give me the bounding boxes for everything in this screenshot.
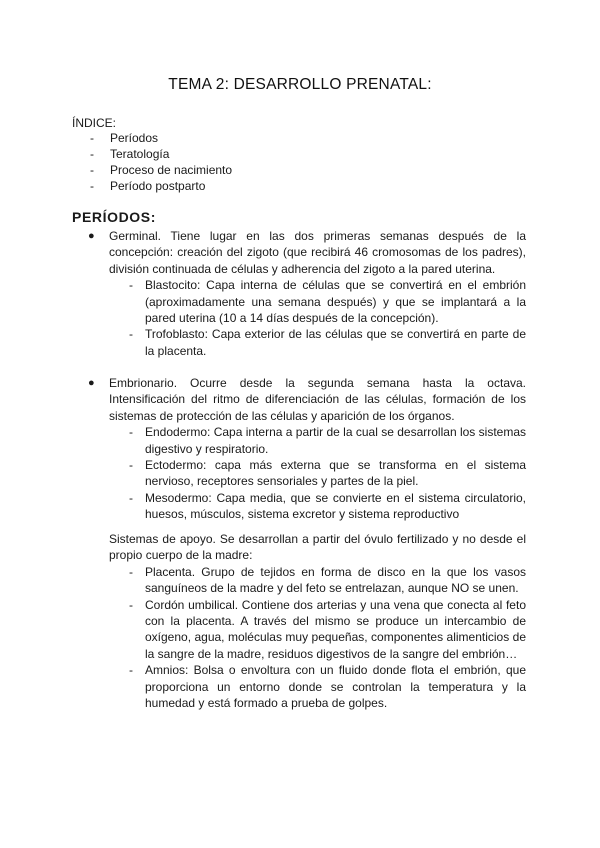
sub-item-ectodermo bbox=[109, 457, 526, 490]
sub-item-text: Trofoblasto: Capa exterior de las células que se convertirá en parte de la placenta. bbox=[145, 327, 526, 358]
sub-item-placenta bbox=[109, 564, 526, 597]
support-text: Sistemas de apoyo. Se desarrollan a partir del óvulo fertilizado y no desde el propio cuerpo de la madre: bbox=[109, 532, 526, 563]
sub-item-text: Placenta. Grupo de tejidos en forma de disco en la que los vasos sanguíneos de la madre y del feto se entrelazan, aunque NO se unen. bbox=[145, 564, 526, 596]
dash-marker: - bbox=[129, 597, 133, 612]
sub-item-text: Amnios: Bolsa o envoltura con un fluido donde flota el embrión, que proporciona un entorno donde se controlan la temperatura y la humedad y está formado a prueba de golpes. bbox=[145, 663, 526, 711]
germinal-text: Germinal. Tiene lugar en las dos primeras semanas después de la concepción: creación del zigoto (que recibirá 46 cromosomas de los padres), división continuada de células y adherencia del zigoto a la pared uterina. bbox=[109, 229, 526, 276]
index-item: - Período postparto bbox=[72, 178, 232, 194]
sub-item-cordon bbox=[109, 597, 526, 663]
index-item: - Teratología bbox=[72, 146, 232, 162]
dash-marker: - bbox=[129, 327, 133, 342]
index-label: ÍNDICE: bbox=[72, 116, 117, 130]
index-item: - Períodos bbox=[72, 130, 232, 146]
dash-marker: - bbox=[129, 663, 133, 678]
embrionario-text: Embrionario. Ocurre desde la segunda semana hasta la octava. Intensificación del ritmo de diferenciación de las células, formación de los sistemas de protección de las células y aparición de los órganos. bbox=[109, 376, 526, 423]
sub-item-text: Blastocito: Capa interna de células que se convertirá en el embrión (aproximadamente una semana después) y que se implantará a la pared uterina (10 a 14 días después de la concepción). bbox=[145, 278, 526, 326]
dash-marker: - bbox=[129, 425, 133, 440]
index-item: - Proceso de nacimiento bbox=[72, 162, 232, 178]
sub-item-text: Mesodermo: Capa media, que se convierte en el sistema circulatorio, huesos, músculos, sistema excretor y sistema reproductivo bbox=[145, 490, 526, 522]
page-title: TEMA 2: DESARROLLO PRENATAL: bbox=[168, 76, 432, 93]
bullet-germinal bbox=[72, 228, 526, 359]
dash-marker: - bbox=[129, 458, 133, 473]
dash-marker: - bbox=[129, 278, 133, 293]
sub-item-amnios bbox=[109, 662, 526, 711]
sub-item-blastocito bbox=[109, 277, 526, 326]
sub-item-trofoblasto bbox=[109, 326, 526, 359]
sub-item-endodermo bbox=[109, 424, 526, 457]
sub-item-mesodermo bbox=[109, 490, 526, 523]
sub-item-text: Ectodermo: capa más externa que se transforma en el sistema nervioso, receptores sensoriales y partes de la piel. bbox=[145, 458, 526, 489]
dash-marker: - bbox=[129, 490, 133, 505]
support-systems bbox=[109, 531, 526, 711]
bullet-dot: ● bbox=[88, 377, 95, 389]
periods-heading: PERÍODOS: bbox=[72, 209, 156, 225]
index-list bbox=[72, 130, 232, 194]
bullet-dot: ● bbox=[88, 230, 95, 242]
sub-item-text: Endodermo: Capa interna a partir de la cual se desarrollan los sistemas digestivo y respiratorio. bbox=[145, 425, 526, 456]
dash-marker: - bbox=[129, 564, 133, 579]
bullet-embrionario bbox=[72, 375, 526, 523]
sub-item-text: Cordón umbilical. Contiene dos arterias y una vena que conecta al feto con la placenta. A través del mismo se produce un intercambio de oxígeno, agua, moléculas muy pequeñas, componentes alimenticios de la sangre de la madre, residuos digestivos de la sangre del embrión… bbox=[145, 597, 526, 661]
